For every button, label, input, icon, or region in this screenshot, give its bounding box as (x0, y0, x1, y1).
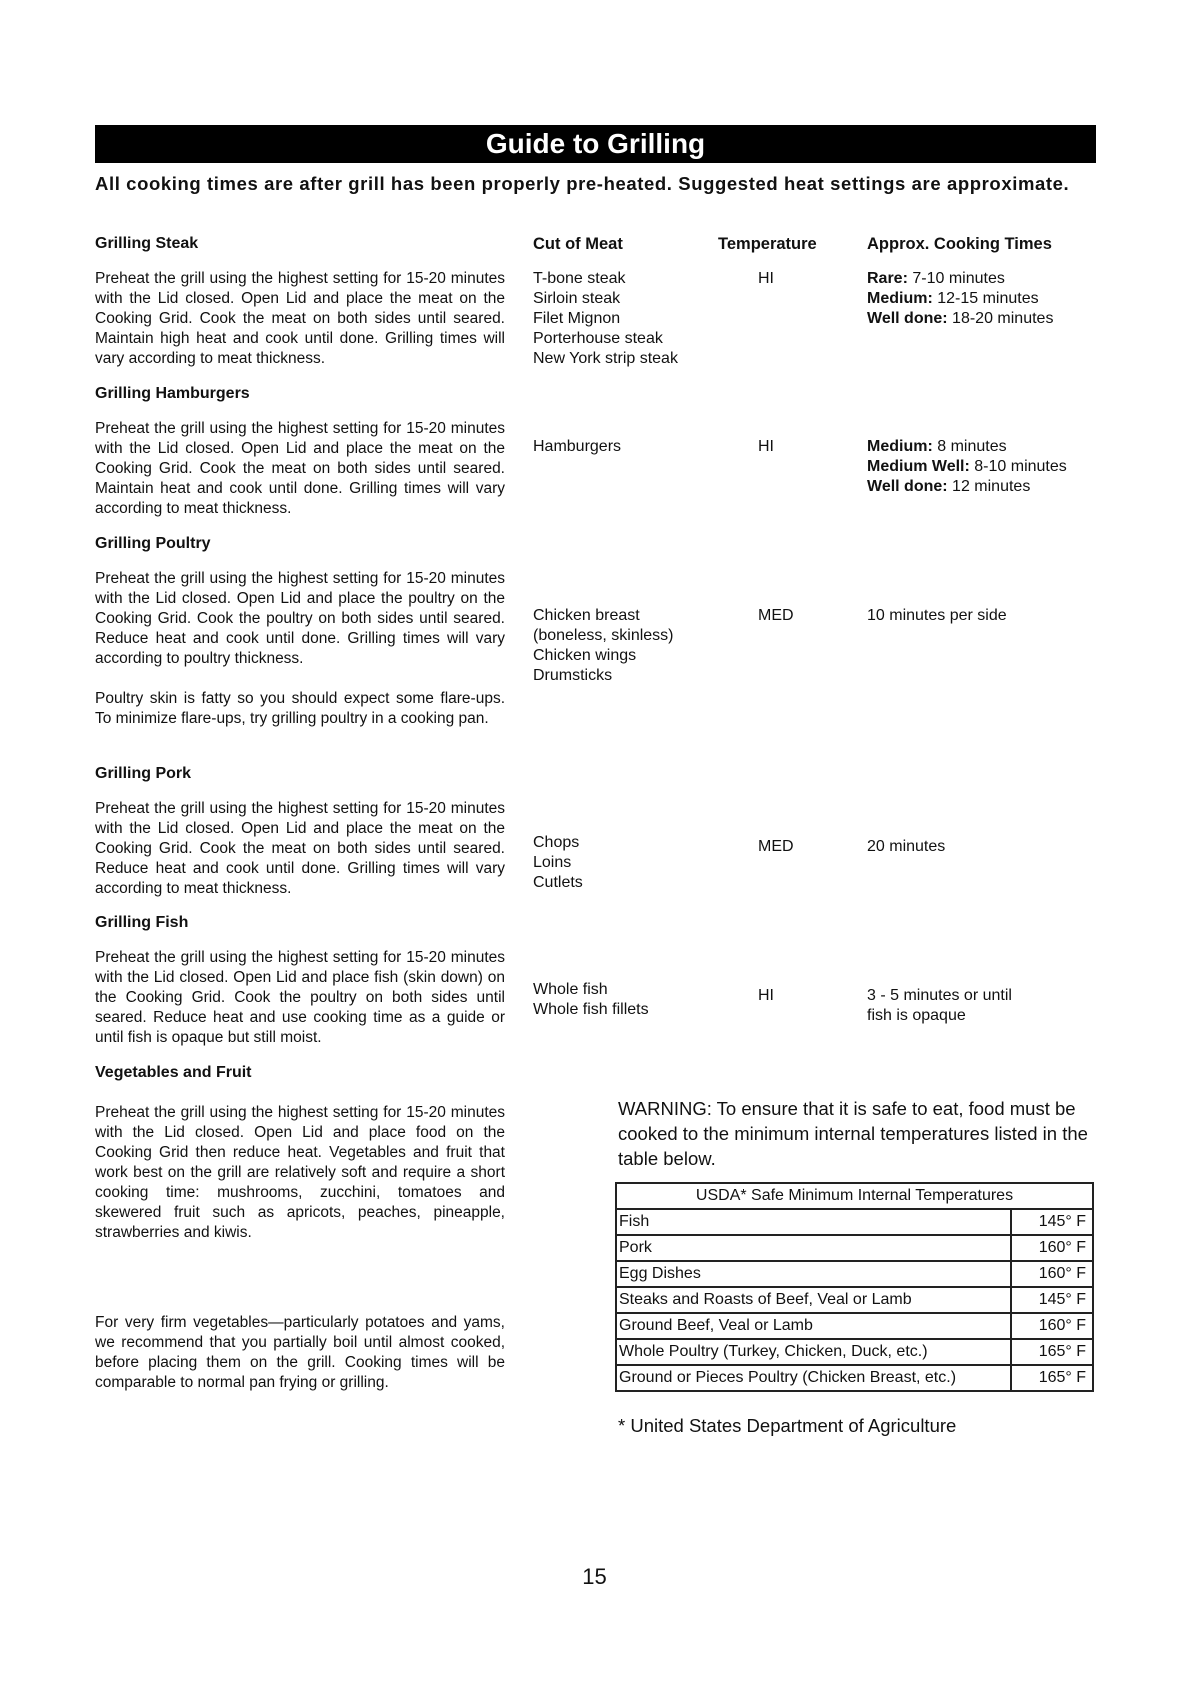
cut-item: Whole fish (533, 981, 608, 998)
table-row (616, 1209, 1093, 1235)
time-value: 8-10 minutes (974, 458, 1067, 475)
table-row (616, 1365, 1093, 1391)
column-header-cut: Cut of Meat (533, 235, 623, 253)
food-cell: Ground or Pieces Poultry (Chicken Breast, etc.) (616, 1365, 1011, 1391)
section-text-poultry: Preheat the grill using the highest setting for 15-20 minutes with the Lid closed. Open Lid and place the poultry on the Cooking Grid. Cook the poultry on both sides until seared. Reduce heat and cook until done. Grilling times will vary according to poultry thickness. (95, 570, 505, 667)
section-title-poultry: Grilling Poultry (95, 535, 211, 552)
cuts-pork (533, 833, 583, 893)
time-label: Well done: (867, 310, 948, 327)
usda-temperature-table (615, 1182, 1094, 1392)
cut-item: Chicken wings (533, 647, 637, 664)
cut-item: Cutlets (533, 874, 583, 891)
table-row (616, 1287, 1093, 1313)
column-header-times: Approx. Cooking Times (867, 235, 1052, 253)
cut-item: Porterhouse steak (533, 330, 663, 347)
temp-cell: 145° F (1011, 1209, 1093, 1235)
cuts-fish (533, 980, 649, 1020)
time-value: 8 minutes (937, 438, 1007, 455)
food-cell: Fish (616, 1209, 1011, 1235)
footnote: * United States Department of Agriculture (618, 1415, 957, 1436)
section-text-vegetables: Preheat the grill using the highest setting for 15-20 minutes with the Lid closed. Open Lid and place food on the Cooking Grid then reduce heat. Vegetables and fruit that work best on the grill are relatively soft and require a short cooking time: mushrooms, zucchini, tomatoes and skewered fruit such as apricots, peaches, pineapple, strawberries and kiwis. (95, 1104, 505, 1241)
column-header-temperature: Temperature (718, 235, 817, 253)
food-cell: Pork (616, 1235, 1011, 1261)
section-title-pork: Grilling Pork (95, 765, 192, 782)
temp-cell: 165° F (1011, 1339, 1093, 1365)
cut-item: T-bone steak (533, 270, 626, 287)
time-value: 12-15 minutes (937, 290, 1039, 307)
temp-cell: 145° F (1011, 1287, 1093, 1313)
section-title-vegetables: Vegetables and Fruit (95, 1064, 252, 1081)
time-value: 7-10 minutes (912, 270, 1005, 287)
temp-cell: 160° F (1011, 1313, 1093, 1339)
cut-item: Hamburgers (533, 438, 622, 455)
table-row (616, 1235, 1093, 1261)
cut-item: Loins (533, 854, 572, 871)
time-value: 18-20 minutes (952, 310, 1054, 327)
cut-item: Whole fish fillets (533, 1001, 649, 1018)
food-cell: Egg Dishes (616, 1261, 1011, 1287)
temp-cell: 165° F (1011, 1365, 1093, 1391)
temp-cell: 160° F (1011, 1261, 1093, 1287)
temp-poultry: MED (758, 607, 794, 624)
cut-item: Chops (533, 834, 580, 851)
time-label: Medium Well: (867, 458, 970, 475)
time-line: 3 - 5 minutes or until (867, 987, 1012, 1004)
time-value: 12 minutes (952, 478, 1031, 495)
times-fish (867, 986, 1012, 1026)
food-cell: Ground Beef, Veal or Lamb (616, 1313, 1011, 1339)
section-note-vegetables: For very firm vegetables—particularly potatoes and yams, we recommend that you partially boil until almost cooked, before placing them on the grill. Cooking times will be comparable to normal pan frying or grilling. (95, 1314, 505, 1391)
food-cell: Steaks and Roasts of Beef, Veal or Lamb (616, 1287, 1011, 1313)
cuts-steak (533, 269, 678, 369)
times-steak (867, 269, 1053, 329)
table-header-row (616, 1183, 1093, 1209)
time-label: Well done: (867, 478, 948, 495)
section-title-hamburgers: Grilling Hamburgers (95, 385, 250, 402)
times-poultry: 10 minutes per side (867, 607, 1007, 624)
warning-text: WARNING: To ensure that it is safe to eat, food must be cooked to the minimum internal temperatures listed in the table below. (618, 1098, 1088, 1169)
cut-item: New York strip steak (533, 350, 678, 367)
time-label: Rare: (867, 270, 908, 287)
table-row (616, 1261, 1093, 1287)
temp-fish: HI (758, 987, 774, 1004)
cuts-poultry (533, 606, 674, 686)
section-title-steak: Grilling Steak (95, 235, 199, 252)
table-row (616, 1339, 1093, 1365)
section-title-fish: Grilling Fish (95, 914, 189, 931)
cut-item: Sirloin steak (533, 290, 621, 307)
intro-text: All cooking times are after grill has been properly pre-heated. Suggested heat settings are approximate. (95, 173, 1070, 194)
temp-hamburgers: HI (758, 438, 774, 455)
temp-pork: MED (758, 838, 794, 855)
section-text-fish: Preheat the grill using the highest setting for 15-20 minutes with the Lid closed. Open Lid and place fish (skin down) on the Cooking Grid. Cook the poultry on both sides until seared. Reduce heat and use cooking time as a guide or until fish is opaque but still moist. (95, 949, 505, 1046)
section-text-steak: Preheat the grill using the highest setting for 15-20 minutes with the Lid closed. Open Lid and place the meat on the Cooking Grid. Cook the meat on both sides until seared. Maintain high heat and cook until done. Grilling times will vary according to meat thickness. (95, 270, 505, 367)
cuts-hamburgers (533, 437, 621, 457)
times-pork: 20 minutes (867, 838, 946, 855)
times-hamburgers (867, 437, 1067, 497)
page-number: 15 (582, 1564, 607, 1589)
section-text-pork: Preheat the grill using the highest setting for 15-20 minutes with the Lid closed. Open Lid and place the meat on the Cooking Grid. Cook the meat on both sides until seared. Reduce heat and cook until done. Grilling times will vary according to meat thickness. (95, 800, 505, 897)
time-label: Medium: (867, 438, 933, 455)
table-title: USDA* Safe Minimum Internal Temperatures (616, 1183, 1093, 1209)
table-row (616, 1313, 1093, 1339)
cut-item: (boneless, skinless) (533, 627, 674, 644)
cut-item: Drumsticks (533, 667, 613, 684)
page-title: Guide to Grilling (95, 125, 1096, 163)
cut-item: Chicken breast (533, 607, 640, 624)
time-label: Medium: (867, 290, 933, 307)
section-text-hamburgers: Preheat the grill using the highest setting for 15-20 minutes with the Lid closed. Open Lid and place the meat on the Cooking Grid. Cook the meat on both sides until seared. Maintain heat and cook until done. Grilling times will vary according to meat thickness. (95, 420, 505, 517)
time-line: fish is opaque (867, 1007, 966, 1024)
cut-item: Filet Mignon (533, 310, 621, 327)
temp-cell: 160° F (1011, 1235, 1093, 1261)
temp-steak: HI (758, 270, 774, 287)
food-cell: Whole Poultry (Turkey, Chicken, Duck, etc.) (616, 1339, 1011, 1365)
section-note-poultry: Poultry skin is fatty so you should expect some flare-ups. To minimize flare-ups, try grilling poultry in a cooking pan. (95, 690, 505, 727)
